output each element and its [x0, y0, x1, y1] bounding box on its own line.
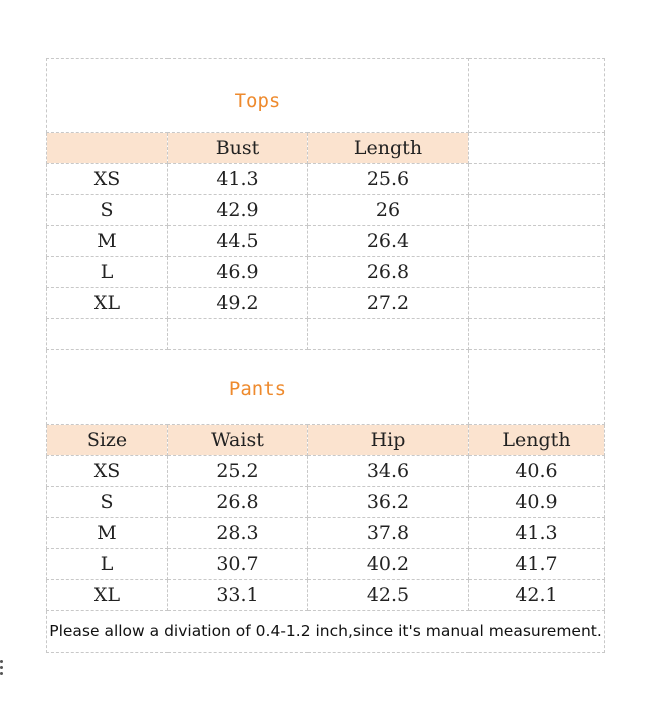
bust-cell: 41.3 [168, 164, 308, 195]
pants-header-waist: Waist [168, 425, 308, 456]
table-row [47, 549, 605, 580]
hip-cell: 34.6 [308, 456, 469, 487]
waist-cell: 30.7 [168, 549, 308, 580]
pants-header-row [47, 425, 605, 456]
empty-cell [469, 257, 605, 288]
table-row [47, 518, 605, 549]
table-row [47, 226, 605, 257]
empty-cell [168, 319, 308, 350]
size-cell: XL [47, 288, 168, 319]
tops-header-size [47, 133, 168, 164]
hip-cell: 36.2 [308, 487, 469, 518]
pants-header-length: Length [469, 425, 605, 456]
bust-cell: 46.9 [168, 257, 308, 288]
hip-cell: 40.2 [308, 549, 469, 580]
length-cell: 27.2 [308, 288, 469, 319]
empty-cell [469, 350, 605, 425]
bust-cell: 42.9 [168, 195, 308, 226]
drag-handle-icon[interactable] [0, 660, 4, 678]
size-cell: XL [47, 580, 168, 611]
empty-cell [308, 319, 469, 350]
spacer-row [47, 319, 605, 350]
empty-cell [469, 59, 605, 133]
table-row [47, 580, 605, 611]
length-cell: 41.3 [469, 518, 605, 549]
length-cell: 40.9 [469, 487, 605, 518]
waist-cell: 33.1 [168, 580, 308, 611]
size-cell: S [47, 487, 168, 518]
length-cell: 25.6 [308, 164, 469, 195]
empty-cell [469, 319, 605, 350]
length-cell: 41.7 [469, 549, 605, 580]
note-row [47, 611, 605, 653]
size-cell: L [47, 257, 168, 288]
waist-cell: 25.2 [168, 456, 308, 487]
size-cell: XS [47, 164, 168, 195]
table-row [47, 288, 605, 319]
length-cell: 40.6 [469, 456, 605, 487]
empty-cell [47, 319, 168, 350]
bust-cell: 44.5 [168, 226, 308, 257]
length-cell: 26.4 [308, 226, 469, 257]
empty-cell [469, 133, 605, 164]
tops-header-length: Length [308, 133, 469, 164]
empty-cell [469, 226, 605, 257]
pants-title: Pants [47, 350, 469, 425]
bust-cell: 49.2 [168, 288, 308, 319]
measurement-note: Please allow a diviation of 0.4-1.2 inch,since it's manual measurement. [47, 611, 605, 653]
pants-title-row [47, 350, 605, 425]
length-cell: 26 [308, 195, 469, 226]
size-chart-table [46, 58, 605, 653]
tops-title-row [47, 59, 605, 133]
table-row [47, 257, 605, 288]
empty-cell [469, 288, 605, 319]
table-row [47, 164, 605, 195]
size-cell: M [47, 226, 168, 257]
size-cell: M [47, 518, 168, 549]
waist-cell: 26.8 [168, 487, 308, 518]
table-row [47, 487, 605, 518]
table-row [47, 195, 605, 226]
table-row [47, 456, 605, 487]
pants-header-size: Size [47, 425, 168, 456]
length-cell: 42.1 [469, 580, 605, 611]
empty-cell [469, 164, 605, 195]
tops-header-bust: Bust [168, 133, 308, 164]
size-cell: S [47, 195, 168, 226]
tops-title: Tops [47, 59, 469, 133]
waist-cell: 28.3 [168, 518, 308, 549]
pants-header-hip: Hip [308, 425, 469, 456]
hip-cell: 37.8 [308, 518, 469, 549]
size-cell: L [47, 549, 168, 580]
size-cell: XS [47, 456, 168, 487]
tops-header-row [47, 133, 605, 164]
hip-cell: 42.5 [308, 580, 469, 611]
length-cell: 26.8 [308, 257, 469, 288]
empty-cell [469, 195, 605, 226]
